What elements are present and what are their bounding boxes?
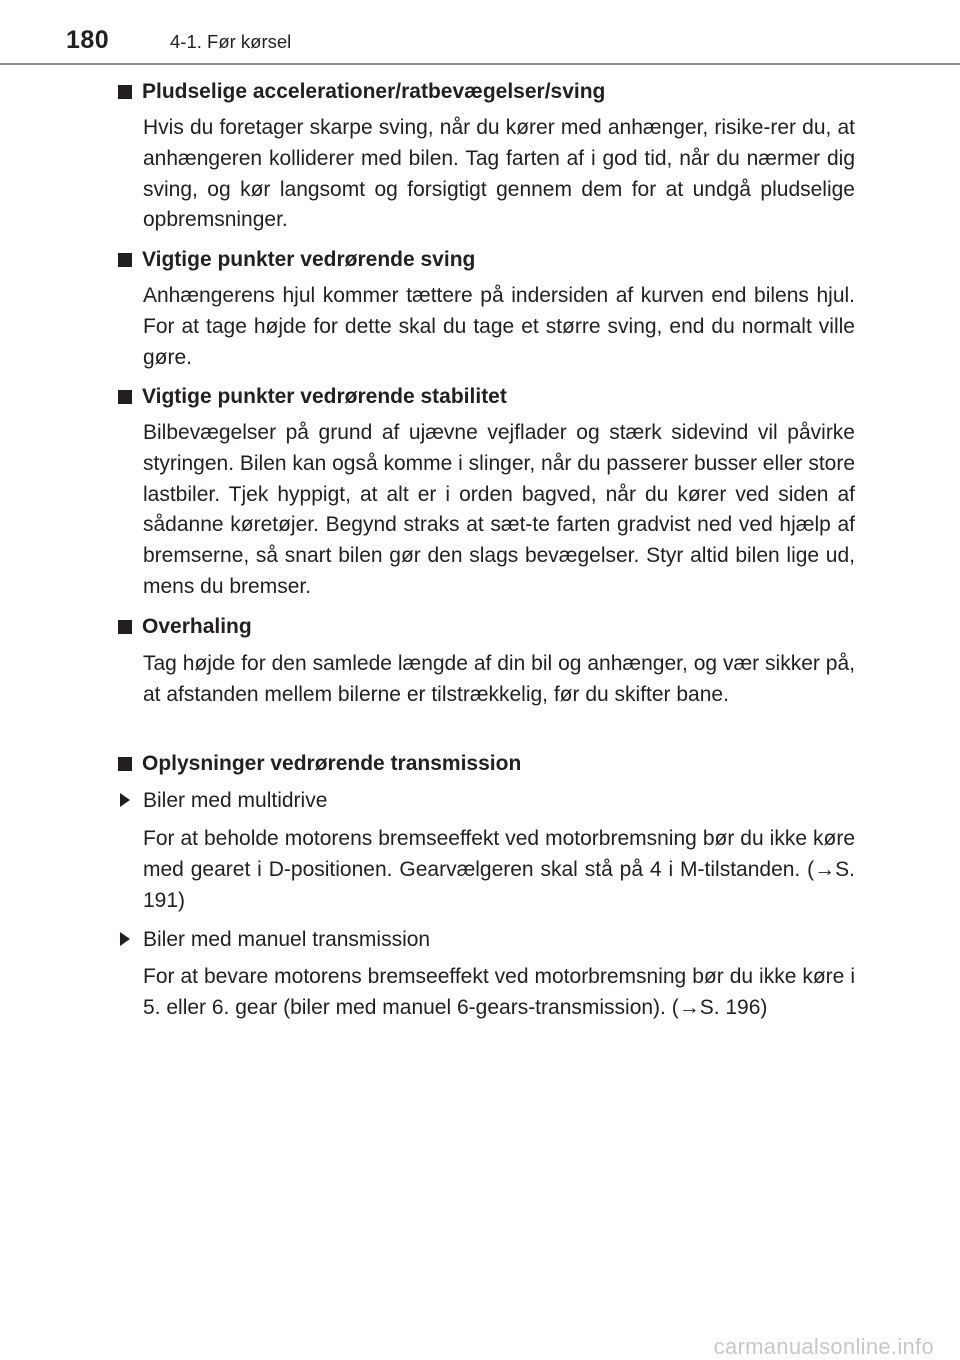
- heading-text: Oplysninger vedrørende transmission: [142, 752, 522, 775]
- watermark: carmanualsonline.info: [713, 1334, 934, 1359]
- heading-text: Pludselige accelerationer/ratbevægelser/sving: [142, 80, 606, 103]
- heading-pludselige: [118, 80, 858, 104]
- square-bullet-icon: [118, 253, 132, 267]
- heading-overhaling: [118, 615, 858, 639]
- triangle-bullet-icon: [120, 932, 130, 946]
- heading-text: Vigtige punkter vedrørende sving: [142, 248, 476, 271]
- square-bullet-icon: [118, 757, 132, 771]
- paragraph-pludselige: Hvis du foretager skarpe sving, når du kører med anhænger, risike-rer du, at anhængeren kolliderer med bilen. Tag farten af i god tid, når du nærmer dig sving, og kør langsomt og forsigtigt gennem dem for at undgå pludselige opbremsninger.: [143, 116, 855, 232]
- paragraph-sving: Anhængerens hjul kommer tættere på indersiden af kurven end bilens hjul. For at tage højde for dette skal du tage et større sving, end du normalt ville gøre.: [143, 284, 855, 369]
- square-bullet-icon: [118, 85, 132, 99]
- page-header: [0, 0, 960, 64]
- heading-stabilitet: [118, 385, 858, 409]
- subheading-manuel: [118, 928, 858, 952]
- section-title: 4-1. Før kørsel: [170, 31, 292, 52]
- subheading-text: Biler med multidrive: [143, 789, 328, 812]
- heading-text: Vigtige punkter vedrørende stabilitet: [142, 385, 507, 408]
- heading-transmission: [118, 752, 858, 776]
- header-divider: [0, 63, 960, 65]
- paragraph-overhaling: Tag højde for den samlede længde af din bil og anhænger, og vær sikker på, at afstanden mellem bilerne er tilstrækkelig, før du skifter bane.: [143, 652, 855, 706]
- subheading-multidrive: [118, 789, 858, 813]
- square-bullet-icon: [118, 390, 132, 404]
- page-number: 180: [66, 26, 110, 54]
- paragraph-manuel: For at bevare motorens bremseeffekt ved motorbremsning bør du ikke køre i 5. eller 6. gear (biler med manuel 6-gears-transmission). (→S. 196): [143, 965, 855, 1019]
- triangle-bullet-icon: [120, 793, 130, 807]
- heading-sving: [118, 248, 858, 272]
- square-bullet-icon: [118, 620, 132, 634]
- paragraph-stabilitet: Bilbevægelser på grund af ujævne vejflader og stærk sidevind vil påvirke styringen. Bilen kan også komme i slinger, når du passerer busser eller store lastbiler. Tjek hyppigt, at alt er i orden bagved, når du kører ved siden af sådanne køretøjer. Begynd straks at sæt-te farten gradvist ned ved hjælp af bremserne, så snart bilen gør den slags bevægelser. Styr altid bilen lige ud, mens du bremser.: [143, 421, 856, 598]
- subheading-text: Biler med manuel transmission: [143, 928, 431, 951]
- heading-text: Overhaling: [142, 615, 252, 638]
- paragraph-multidrive: For at beholde motorens bremseeffekt ved motorbremsning bør du ikke køre med gearet i D-positionen. Gearvælgeren skal stå på 4 i M-tilstanden. (→S. 191): [143, 827, 855, 912]
